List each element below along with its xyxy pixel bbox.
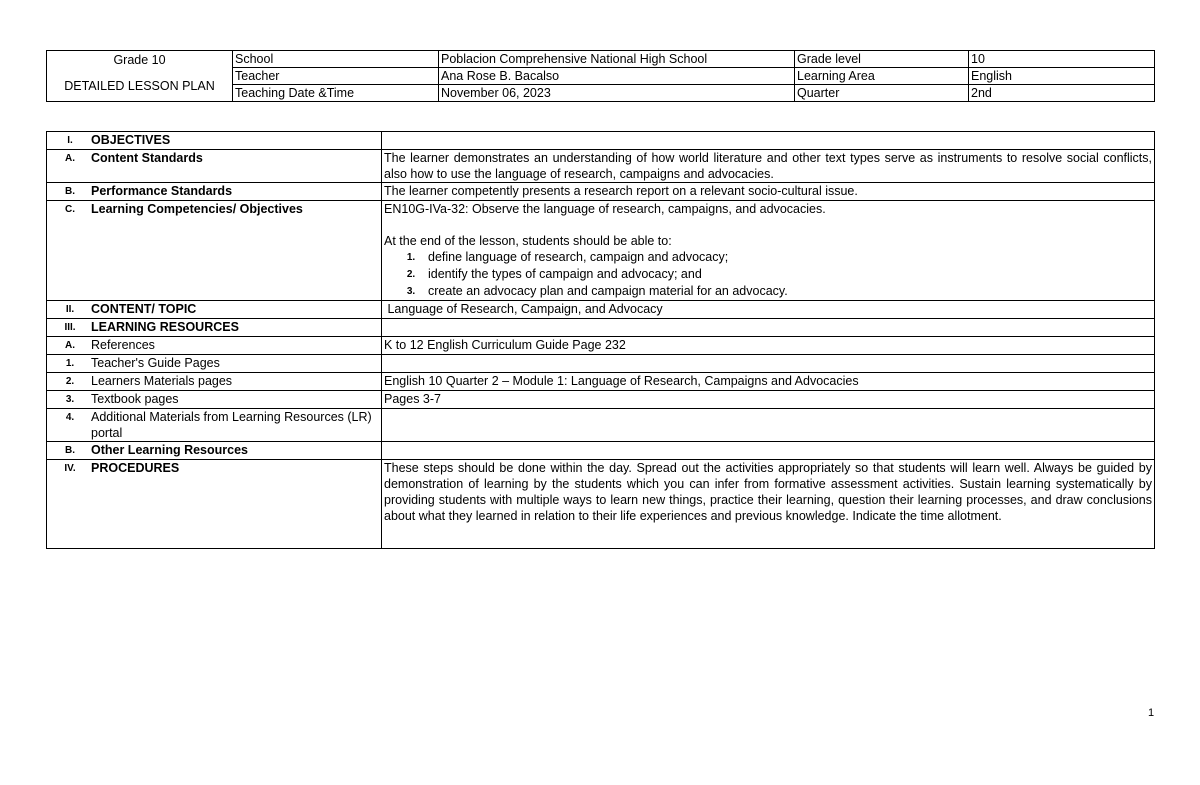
item-number: 2.	[65, 376, 75, 387]
page-number: 1	[1148, 707, 1155, 719]
item-label: Learners Materials pages	[91, 374, 233, 388]
header-label-date: Teaching Date &Time	[233, 85, 439, 102]
item-letter: B.	[65, 186, 75, 197]
row-additional-materials	[47, 409, 1155, 442]
item-label: Content Standards	[91, 151, 203, 165]
item-label: Additional Materials from Learning Resources (LR) portal	[91, 410, 372, 440]
section-label: CONTENT/ TOPIC	[91, 302, 197, 316]
header-value-learning-area: English	[969, 68, 1155, 85]
plan-title: DETAILED LESSON PLAN	[64, 79, 215, 93]
row-references	[47, 337, 1155, 355]
header-value-school: Poblacion Comprehensive National High School	[439, 51, 795, 68]
section-label: OBJECTIVES	[91, 133, 171, 147]
list-item-text: define language of research, campaign and advocacy;	[428, 250, 729, 264]
lesson-header-table	[46, 50, 1155, 102]
performance-standards-text: The learner competently presents a research report on a relevant socio-cultural issue.	[382, 183, 1155, 201]
grade-label: Grade 10	[113, 53, 166, 67]
item-label: Teacher's Guide Pages	[91, 356, 220, 370]
item-label: Performance Standards	[91, 184, 233, 198]
row-procedures	[47, 460, 1155, 549]
references-text: K to 12 English Curriculum Guide Page 232	[382, 337, 1155, 355]
row-other-resources	[47, 442, 1155, 460]
item-letter: A.	[65, 340, 75, 351]
textbook-text: Pages 3-7	[382, 391, 1155, 409]
header-label-learning-area: Learning Area	[795, 68, 969, 85]
item-letter: B.	[65, 445, 75, 456]
additional-materials-text	[382, 409, 1155, 442]
teachers-guide-text	[382, 355, 1155, 373]
row-content-standards	[47, 150, 1155, 183]
header-label-quarter: Quarter	[795, 85, 969, 102]
list-item	[384, 283, 1152, 300]
content-topic-text: Language of Research, Campaign, and Advocacy	[382, 301, 1155, 319]
item-number: 1.	[65, 358, 75, 369]
list-item-number: 2.	[406, 269, 416, 280]
header-label-school: School	[233, 51, 439, 68]
item-letter: A.	[65, 153, 75, 164]
header-label-teacher: Teacher	[233, 68, 439, 85]
list-item-text: create an advocacy plan and campaign material for an advocacy.	[428, 284, 788, 298]
item-label: Textbook pages	[91, 392, 179, 406]
list-item-number: 3.	[406, 286, 416, 297]
item-number: 4.	[65, 412, 75, 423]
section-number: I.	[67, 135, 73, 146]
section-number: II.	[65, 304, 75, 315]
header-value-date: November 06, 2023	[439, 85, 795, 102]
row-objectives	[47, 132, 1155, 150]
list-item	[384, 266, 1152, 283]
item-label: Other Learning Resources	[91, 443, 248, 457]
section-label: PROCEDURES	[91, 461, 180, 475]
item-label: References	[91, 338, 155, 352]
procedures-text: These steps should be done within the day. Spread out the activities appropriately so that students will learn well. Always be guided by demonstration of learning by the students which you can infer from formative assessment activities. Sustain learning systematically by providing students with multiple ways to learn new things, practice their learning, question their learning processes, and draw conclusions about what they learned in relation to their life experiences and previous knowledge. Indicate the time allotment.	[382, 460, 1155, 549]
list-item	[384, 249, 1152, 266]
section-number: IV.	[64, 463, 76, 474]
objectives-list	[384, 249, 1152, 300]
competencies-cell	[382, 201, 1155, 301]
item-label: Learning Competencies/ Objectives	[91, 202, 303, 216]
item-number: 3.	[65, 394, 75, 405]
header-value-teacher: Ana Rose B. Bacalso	[439, 68, 795, 85]
section-label: LEARNING RESOURCES	[91, 320, 239, 334]
row-competencies	[47, 201, 1155, 301]
row-performance-standards	[47, 183, 1155, 201]
row-textbook	[47, 391, 1155, 409]
grade-cell	[47, 51, 233, 102]
header-label-grade-level: Grade level	[795, 51, 969, 68]
row-learners-materials	[47, 373, 1155, 391]
list-item-text: identify the types of campaign and advocacy; and	[428, 267, 702, 281]
row-teachers-guide	[47, 355, 1155, 373]
content-standards-text: The learner demonstrates an understanding of how world literature and other text types serve as instruments to resolve social conflicts, also how to use the language of research, campaigns and advocacies.	[382, 150, 1155, 183]
header-value-grade-level: 10	[969, 51, 1155, 68]
row-learning-resources	[47, 319, 1155, 337]
competency-intro: At the end of the lesson, students should be able to:	[384, 234, 672, 248]
item-letter: C.	[65, 204, 75, 215]
list-item-number: 1.	[406, 252, 416, 263]
header-value-quarter: 2nd	[969, 85, 1155, 102]
learners-materials-text: English 10 Quarter 2 – Module 1: Language of Research, Campaigns and Advocacies	[382, 373, 1155, 391]
lesson-plan-table	[46, 131, 1155, 549]
row-content-topic	[47, 301, 1155, 319]
competency-code: EN10G-IVa-32: Observe the language of research, campaigns, and advocacies.	[384, 202, 826, 216]
other-resources-text	[382, 442, 1155, 460]
section-number: III.	[64, 322, 76, 333]
